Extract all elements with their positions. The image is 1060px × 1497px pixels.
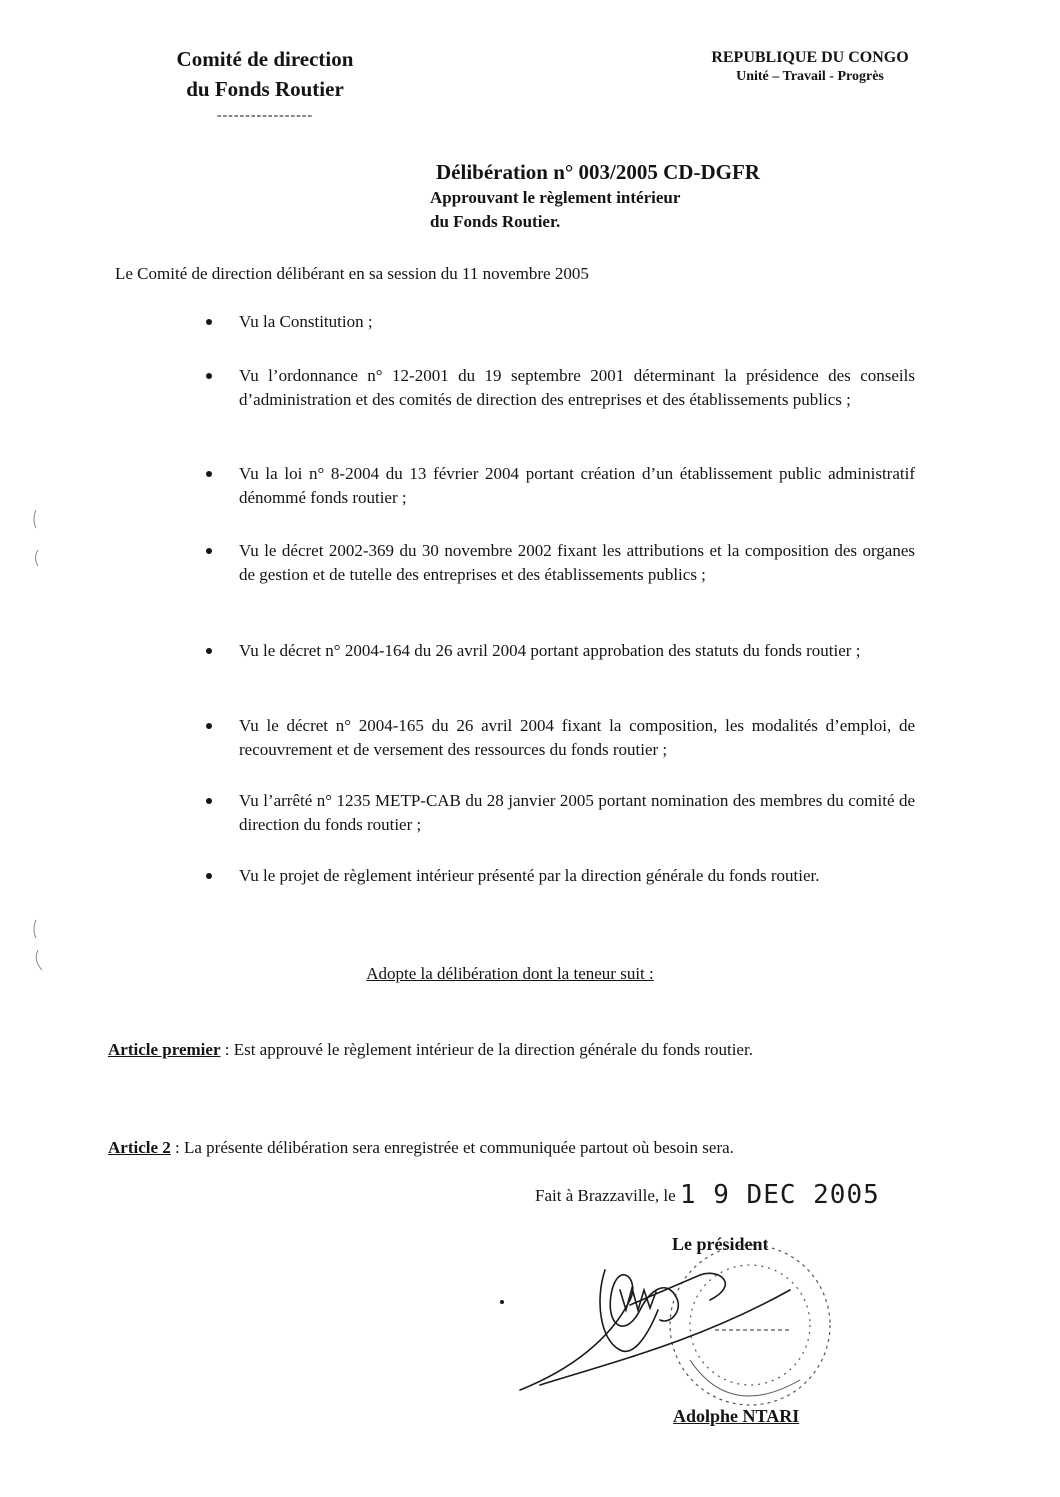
place-and-date	[535, 1180, 880, 1211]
scan-margin-marks-icon	[28, 500, 68, 980]
article-premier	[108, 1034, 913, 1066]
list-item	[200, 864, 915, 888]
bullet-icon	[206, 373, 212, 379]
list-item	[200, 714, 915, 762]
consideration-text: Vu l’arrêté n° 1235 METP-CAB du 28 janvier 2005 portant nomination des membres du comité de direction du fonds routier ;	[239, 791, 915, 834]
consideration-text: Vu la loi n° 8-2004 du 13 février 2004 portant création d’un établissement public administratif dénommé fonds routier ;	[239, 464, 915, 507]
list-item	[200, 364, 915, 412]
bullet-icon	[206, 548, 212, 554]
deliberation-number: Délibération n° 003/2005 CD-DGFR	[436, 160, 760, 184]
article-2	[108, 1132, 913, 1164]
article-label: Article 2	[108, 1138, 171, 1157]
country-header	[690, 48, 930, 86]
consideration-text: Vu la Constitution ;	[239, 312, 373, 331]
signatory-name: Adolphe NTARI	[673, 1406, 800, 1426]
signature-and-seal	[500, 1230, 860, 1430]
bullet-icon	[206, 471, 212, 477]
country-name: REPUBLIQUE DU CONGO	[711, 49, 909, 66]
deliberation-subject-line-1: Approuvant le règlement intérieur	[430, 188, 681, 207]
official-seal-icon	[670, 1245, 830, 1405]
consideration-text: Vu le décret n° 2004-165 du 26 avril 2004 fixant la composition, les modalités d’emploi, de recouvrement et de versement des ressources du fonds routier ;	[239, 716, 915, 759]
article-text: : Est approuvé le règlement intérieur de la direction générale du fonds routier.	[220, 1040, 753, 1059]
issuer-rule: -----------------	[216, 108, 314, 123]
handwritten-signature-icon	[520, 1270, 790, 1390]
adoption-text: Adopte la délibération dont la teneur suit :	[366, 964, 654, 983]
ink-dot-icon	[500, 1300, 504, 1304]
bullet-icon	[206, 873, 212, 879]
bullet-icon	[206, 798, 212, 804]
issuer-line-2: du Fonds Routier	[186, 77, 344, 101]
issuer-line-1: Comité de direction	[176, 47, 354, 71]
list-item	[200, 539, 915, 587]
date-stamp: 1 9 DEC 2005	[679, 1180, 880, 1210]
country-motto: Unité – Travail - Progrès	[736, 69, 884, 84]
adoption-statement	[0, 962, 1020, 986]
signatory-role: Le président	[672, 1234, 769, 1254]
list-item	[200, 639, 915, 663]
bullet-icon	[206, 648, 212, 654]
consideration-text: Vu le décret n° 2004-164 du 26 avril 2004 portant approbation des statuts du fonds routier ;	[239, 641, 861, 660]
article-label: Article premier	[108, 1040, 221, 1059]
consideration-text: Vu le décret 2002-369 du 30 novembre 2002 fixant les attributions et la composition des organes de gestion et de tutelle des entreprises et des établissements publics ;	[239, 541, 915, 584]
issuer-header	[120, 44, 410, 124]
session-intro: Le Comité de direction délibérant en sa session du 11 novembre 2005	[115, 264, 589, 283]
consideration-text: Vu l’ordonnance n° 12-2001 du 19 septembre 2001 déterminant la présidence des conseils d’administration et des comités de direction des entreprises et des établissements publics ;	[239, 366, 915, 409]
bullet-icon	[206, 319, 212, 325]
consideration-text: Vu le projet de règlement intérieur présenté par la direction générale du fonds routier.	[239, 866, 820, 885]
list-item	[200, 789, 915, 837]
bullet-icon	[206, 723, 212, 729]
deliberation-title	[430, 158, 950, 234]
deliberation-subject-line-2: du Fonds Routier.	[430, 212, 561, 231]
article-text: : La présente délibération sera enregistrée et communiquée partout où besoin sera.	[170, 1138, 734, 1157]
place-text: Fait à Brazzaville, le	[535, 1186, 676, 1205]
list-item	[200, 310, 915, 334]
list-item	[200, 462, 915, 510]
